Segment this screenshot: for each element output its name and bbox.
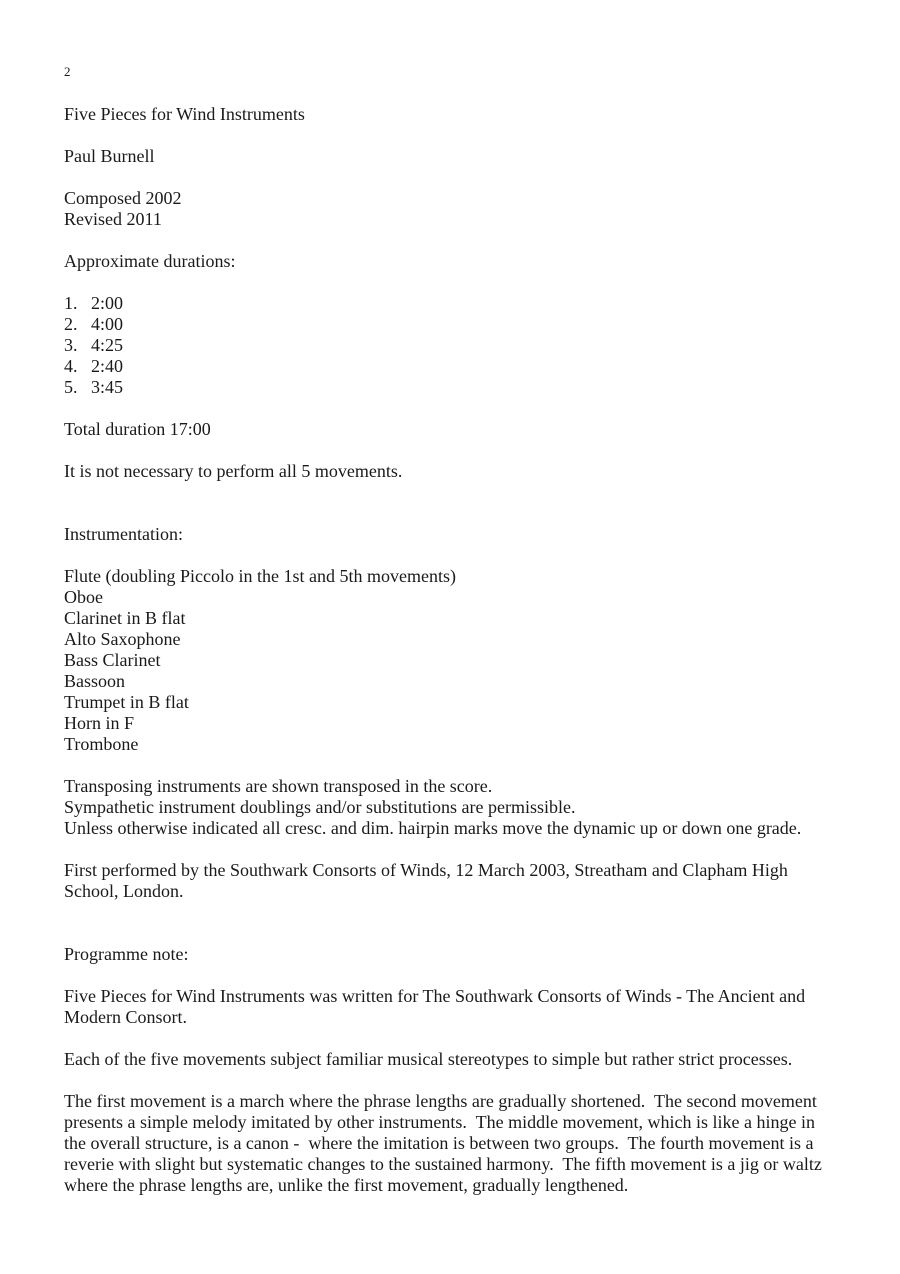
list-item	[64, 314, 844, 335]
hairpin-note: Unless otherwise indicated all cresc. and dim. hairpin marks move the dynamic up or down one grade.	[64, 818, 802, 838]
instrument-trumpet: Trumpet in B flat	[64, 692, 189, 712]
programme-paragraph-1: Five Pieces for Wind Instruments was written for The Southwark Consorts of Winds - The Ancient and Modern Consort.	[64, 986, 806, 1027]
list-item-time: 2:40	[91, 356, 124, 376]
list-item-number: 5.	[64, 377, 78, 397]
list-item-time: 2:00	[91, 293, 124, 313]
first-performance: First performed by the Southwark Consorts of Winds, 12 March 2003, Streatham and Clapham High School, London.	[64, 860, 788, 901]
transposing-note: Transposing instruments are shown transposed in the score.	[64, 776, 493, 796]
list-item	[64, 335, 844, 356]
composer-name: Paul Burnell	[64, 146, 155, 166]
programme-paragraph-2: Each of the five movements subject familiar musical stereotypes to simple but rather strict processes.	[64, 1049, 793, 1069]
doublings-note: Sympathetic instrument doublings and/or substitutions are permissible.	[64, 797, 576, 817]
instrument-oboe: Oboe	[64, 587, 103, 607]
durations-heading: Approximate durations:	[64, 251, 236, 271]
list-item-time: 3:45	[91, 377, 124, 397]
document-body	[64, 104, 844, 1196]
composed-year: Composed 2002	[64, 188, 182, 208]
work-title: Five Pieces for Wind Instruments	[64, 104, 305, 124]
list-item	[64, 356, 844, 377]
instrument-horn: Horn in F	[64, 713, 135, 733]
list-item-number: 3.	[64, 335, 78, 355]
list-item-number: 1.	[64, 293, 78, 313]
total-duration: Total duration 17:00	[64, 419, 211, 439]
revised-year: Revised 2011	[64, 209, 162, 229]
instrument-bassoon: Bassoon	[64, 671, 126, 691]
durations-list	[64, 293, 844, 398]
list-item-time: 4:00	[91, 314, 124, 334]
instrument-list	[64, 566, 844, 755]
list-item-time: 4:25	[91, 335, 124, 355]
programme-note-heading: Programme note:	[64, 944, 189, 964]
instrument-flute: Flute (doubling Piccolo in the 1st and 5th movements)	[64, 566, 456, 586]
instrumentation-heading: Instrumentation:	[64, 524, 183, 544]
page-number: 2	[64, 64, 71, 79]
programme-paragraph-3: The first movement is a march where the phrase lengths are gradually shortened. The second movement presents a simple melody imitated by other instruments. The middle movement, which is like a hinge in the overall structure, is a canon - where the imitation is between two groups. The fourth movement is a reverie with slight but systematic changes to the sustained harmony. The fifth movement is a jig or waltz where the phrase lengths are, unlike the first movement, gradually lengthened.	[64, 1091, 827, 1195]
instrument-bass-clarinet: Bass Clarinet	[64, 650, 161, 670]
movements-note: It is not necessary to perform all 5 movements.	[64, 461, 403, 481]
list-item	[64, 377, 844, 398]
list-item	[64, 293, 844, 314]
instrument-trombone: Trombone	[64, 734, 139, 754]
list-item-number: 2.	[64, 314, 78, 334]
instrument-clarinet: Clarinet in B flat	[64, 608, 186, 628]
list-item-number: 4.	[64, 356, 78, 376]
instrument-alto-saxophone: Alto Saxophone	[64, 629, 181, 649]
